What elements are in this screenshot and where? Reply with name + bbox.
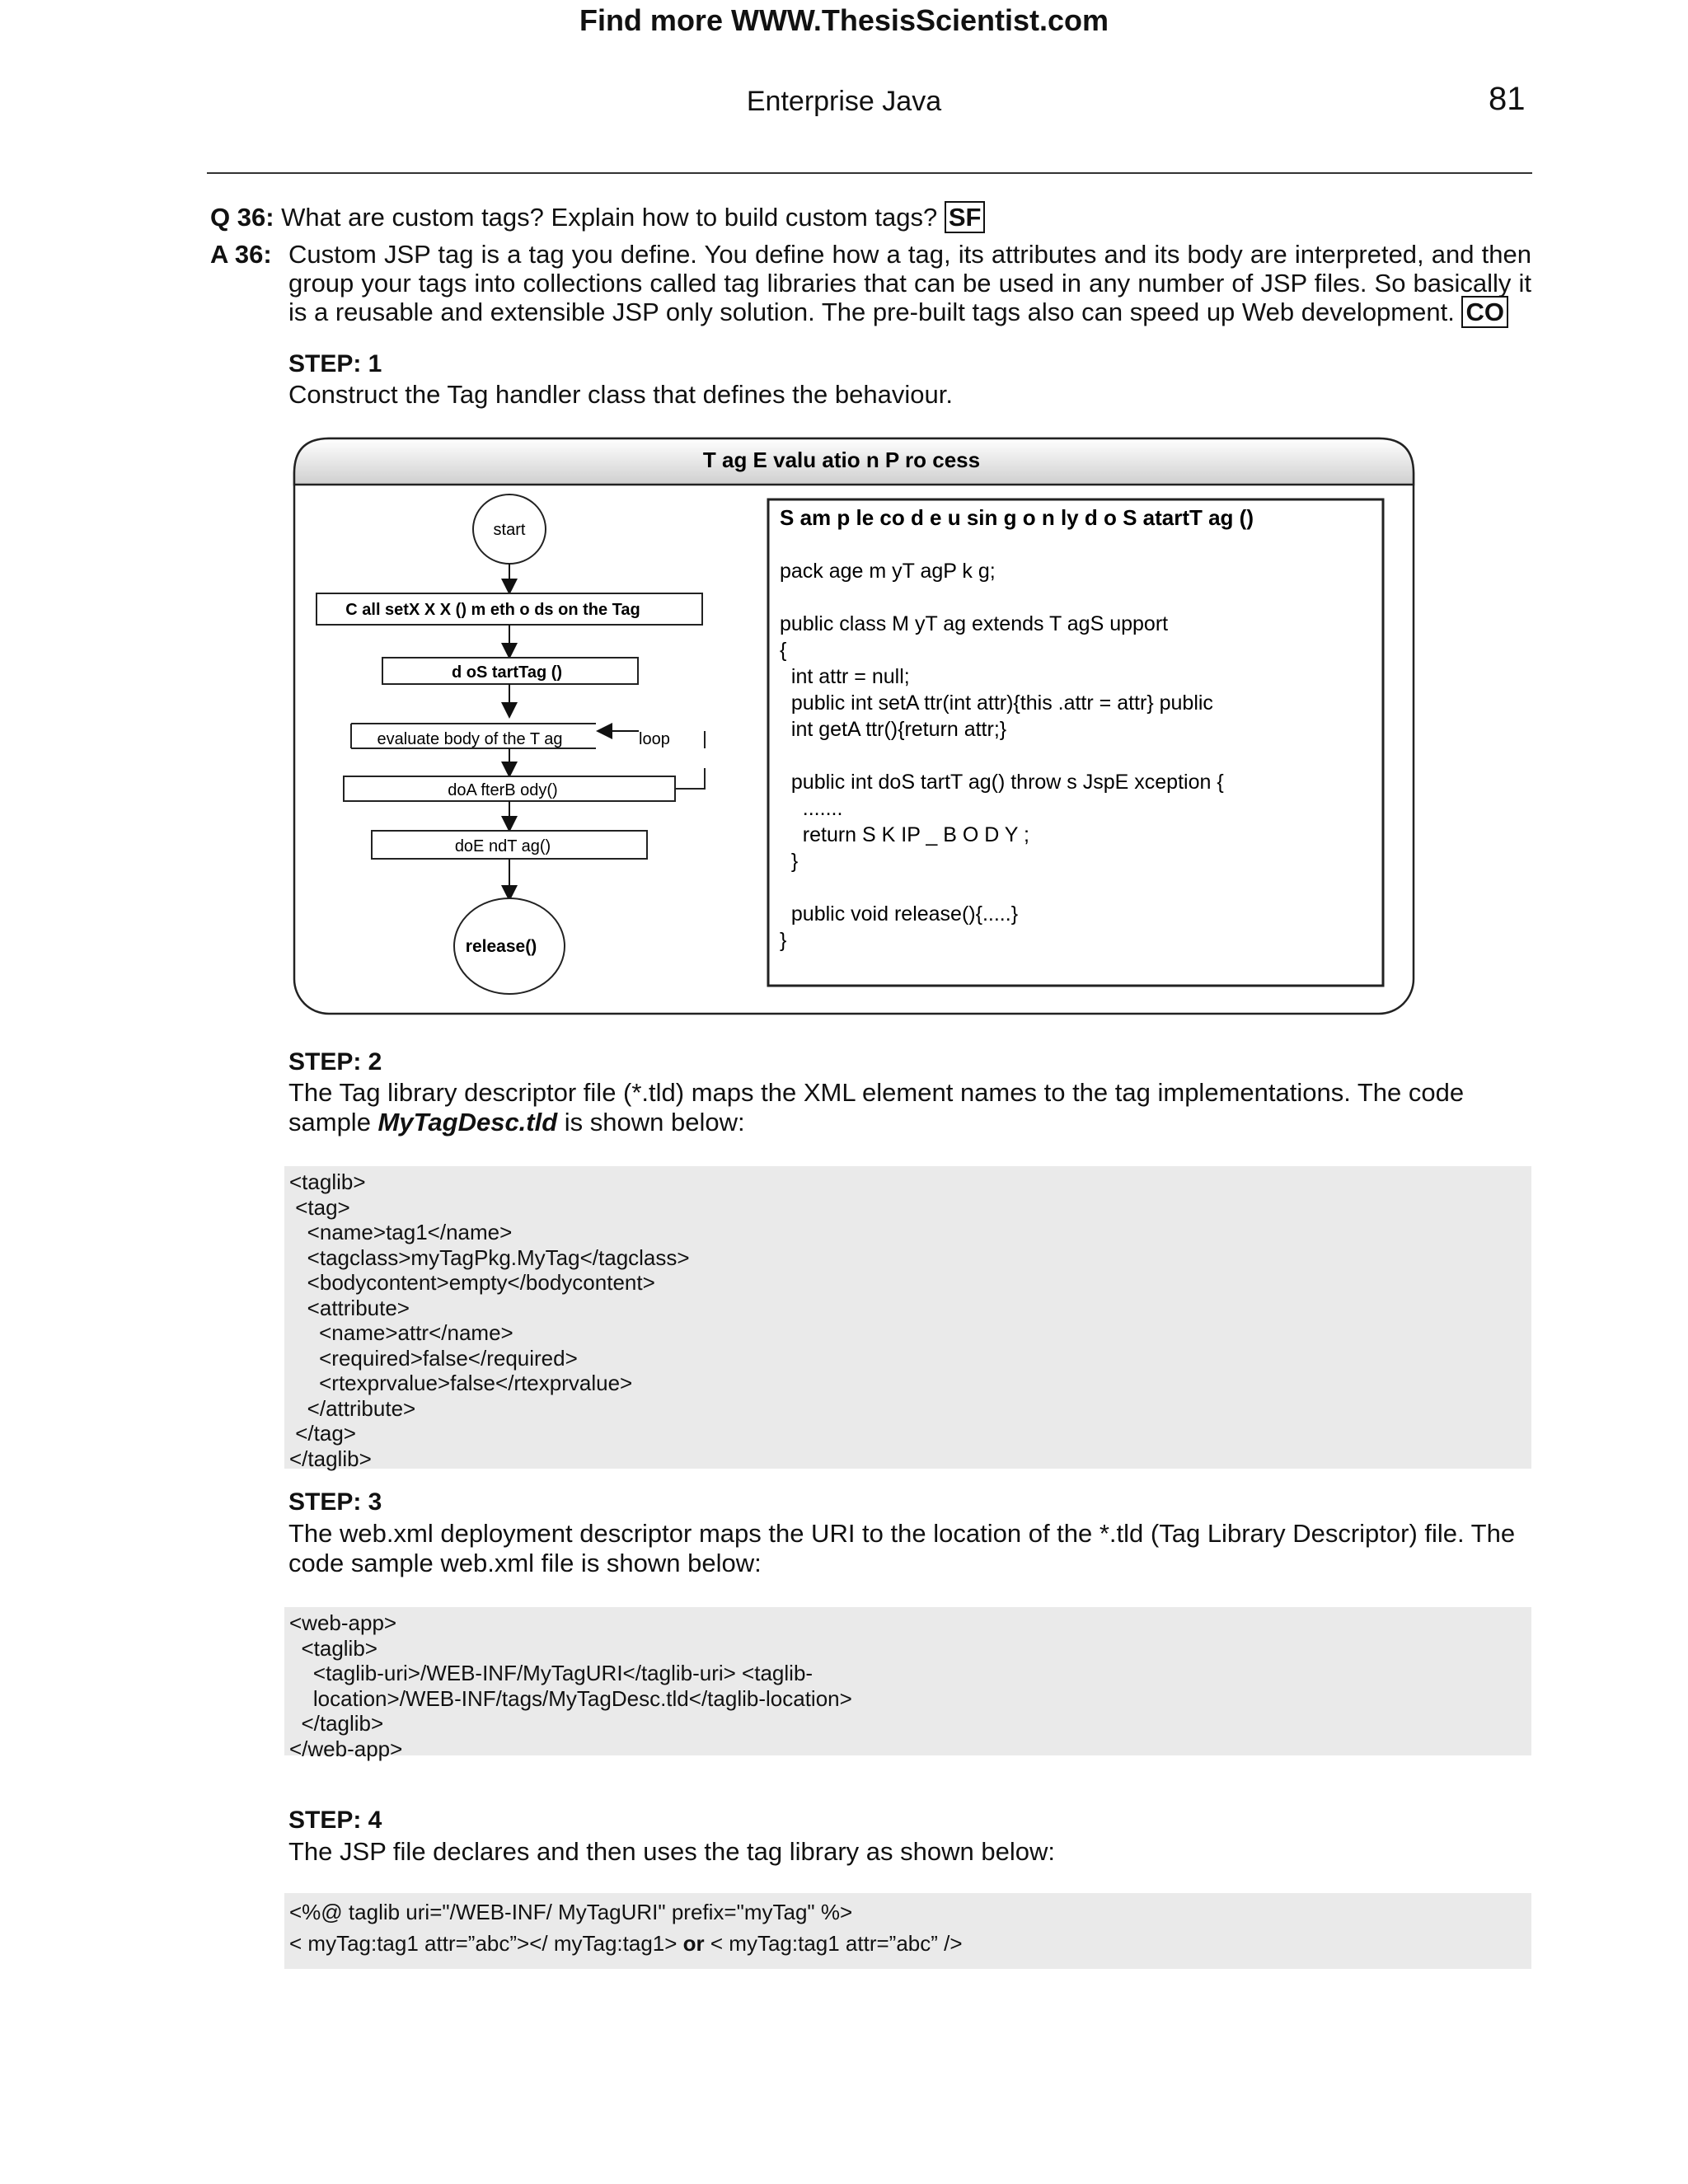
site-banner: Find more WWW.ThesisScientist.com xyxy=(579,3,1109,37)
code-line: <name>attr</name> xyxy=(289,1320,513,1345)
code-line: </taglib> xyxy=(289,1446,372,1471)
step3-text: The web.xml deployment descriptor maps the URI to the location of the *.tld (Tag Library Descriptor) file. The code sample web.xml file is shown below: xyxy=(288,1519,1516,1577)
sample-code-line: public class M yT ag extends T agS upport xyxy=(780,612,1169,635)
step4-heading: STEP: 4 xyxy=(288,1807,382,1834)
code-line-or: or xyxy=(682,1931,705,1956)
code-line: </attribute> xyxy=(289,1395,416,1421)
step2-heading: STEP: 2 xyxy=(288,1048,382,1076)
code-line: <%@ taglib uri="/WEB-INF/ MyTagURI" prefix="myTag" %> xyxy=(289,1900,853,1924)
question-text: What are custom tags? Explain how to build custom tags? xyxy=(281,203,938,232)
answer-body: Custom JSP tag is a tag you define. You define how a tag, its attributes and its body are interpreted, and then group your tags into collections called tag libraries that can be used in any number of JSP files. So basically it is a reusable and extensible JSP only solution. The pre-built tags also can speed up Web development. xyxy=(288,240,1531,326)
code-line-part: < myTag:tag1 attr=”abc”></ myTag:tag1> xyxy=(289,1931,683,1956)
sample-code-line: } xyxy=(780,929,787,952)
sample-code-line: pack age m yT agP k g; xyxy=(780,560,996,583)
step1-text: Construct the Tag handler class that defines the behaviour. xyxy=(288,380,953,409)
running-title: Enterprise Java xyxy=(746,86,942,117)
code-line: <web-app> xyxy=(289,1610,397,1635)
answer-badge: CO xyxy=(1461,296,1508,328)
code-line: <rtexprvalue>false</rtexprvalue> xyxy=(289,1371,633,1395)
code-line: <taglib> xyxy=(289,1635,377,1661)
step3-heading: STEP: 3 xyxy=(288,1488,382,1516)
code-line: <taglib> xyxy=(289,1169,366,1194)
sample-code-line: { xyxy=(780,639,787,662)
code-line xyxy=(289,1928,1526,1959)
diagram-title: T ag E valu atio n P ro cess xyxy=(702,448,981,472)
sample-code-line: int getA ttr(){return attr;} xyxy=(780,718,1007,741)
header-rule xyxy=(207,172,1532,174)
code-line: <name>tag1</name> xyxy=(289,1220,513,1244)
webxml-code-block xyxy=(284,1607,1531,1761)
sample-code-line: ....... xyxy=(780,797,843,820)
taglib-code-block xyxy=(284,1166,1531,1469)
code-line: <bodycontent>empty</bodycontent> xyxy=(289,1270,655,1295)
do-end-tag-label: doE ndT ag() xyxy=(454,837,551,855)
sample-code-line: public int doS tartT ag() throw s JspE xception { xyxy=(780,771,1224,794)
code-line: location>/WEB-INF/tags/MyTagDesc.tld</taglib-location> xyxy=(289,1685,852,1711)
evaluate-body-label: evaluate body of the T ag xyxy=(377,730,563,748)
jsp-code-block xyxy=(284,1893,1531,1969)
answer-text xyxy=(288,240,1531,326)
sample-code-line: } xyxy=(780,850,799,873)
code-line: </taglib> xyxy=(289,1711,384,1736)
code-line: <tag> xyxy=(289,1194,350,1220)
sample-code-line: return S K IP _ B O D Y ; xyxy=(780,823,1029,846)
step2-text-after: is shown below: xyxy=(557,1108,745,1137)
call-set-methods-label: C all setX X X () m eth o ds on the Tag xyxy=(345,601,640,619)
step4-text: The JSP file declares and then uses the tag library as shown below: xyxy=(288,1837,1055,1866)
code-line: <taglib-uri>/WEB-INF/MyTagURI</taglib-uri> <taglib- xyxy=(289,1661,814,1685)
sample-code-line: public void release(){.....} xyxy=(780,902,1019,926)
step1-heading: STEP: 1 xyxy=(288,350,382,377)
question-label: Q 36: xyxy=(210,203,274,232)
question xyxy=(210,203,985,232)
code-line: <required>false</required> xyxy=(289,1345,578,1371)
start-label: start xyxy=(493,521,526,539)
step2-text xyxy=(288,1078,1531,1137)
page-number: 81 xyxy=(1489,81,1526,117)
answer-label: A 36: xyxy=(210,240,272,269)
code-line: <attribute> xyxy=(289,1295,410,1320)
sample-code-title: S am p le co d e u sin g o n ly d o S atartT ag () xyxy=(780,505,1254,530)
question-badge: SF xyxy=(945,201,986,233)
do-after-body-label: doA fterB ody() xyxy=(448,781,558,799)
tag-evaluation-diagram xyxy=(293,437,1415,1015)
loop-label: loop xyxy=(639,730,670,748)
code-line: </tag> xyxy=(289,1421,356,1446)
code-line-part: < myTag:tag1 attr=”abc” /> xyxy=(704,1931,963,1956)
sample-code-line: public int setA ttr(int attr){this .attr = attr} public xyxy=(780,691,1213,715)
step2-file-name: MyTagDesc.tld xyxy=(377,1108,558,1137)
code-line: </web-app> xyxy=(289,1736,403,1761)
step2-text-before: The Tag library descriptor file (*.tld) maps the XML element names to the tag implementations. The code sample xyxy=(288,1078,1465,1137)
do-start-tag-label: d oS tartTag () xyxy=(451,663,563,682)
code-line: <tagclass>myTagPkg.MyTag</tagclass> xyxy=(289,1244,690,1270)
sample-code-line: int attr = null; xyxy=(780,665,910,688)
release-label: release() xyxy=(465,937,537,956)
